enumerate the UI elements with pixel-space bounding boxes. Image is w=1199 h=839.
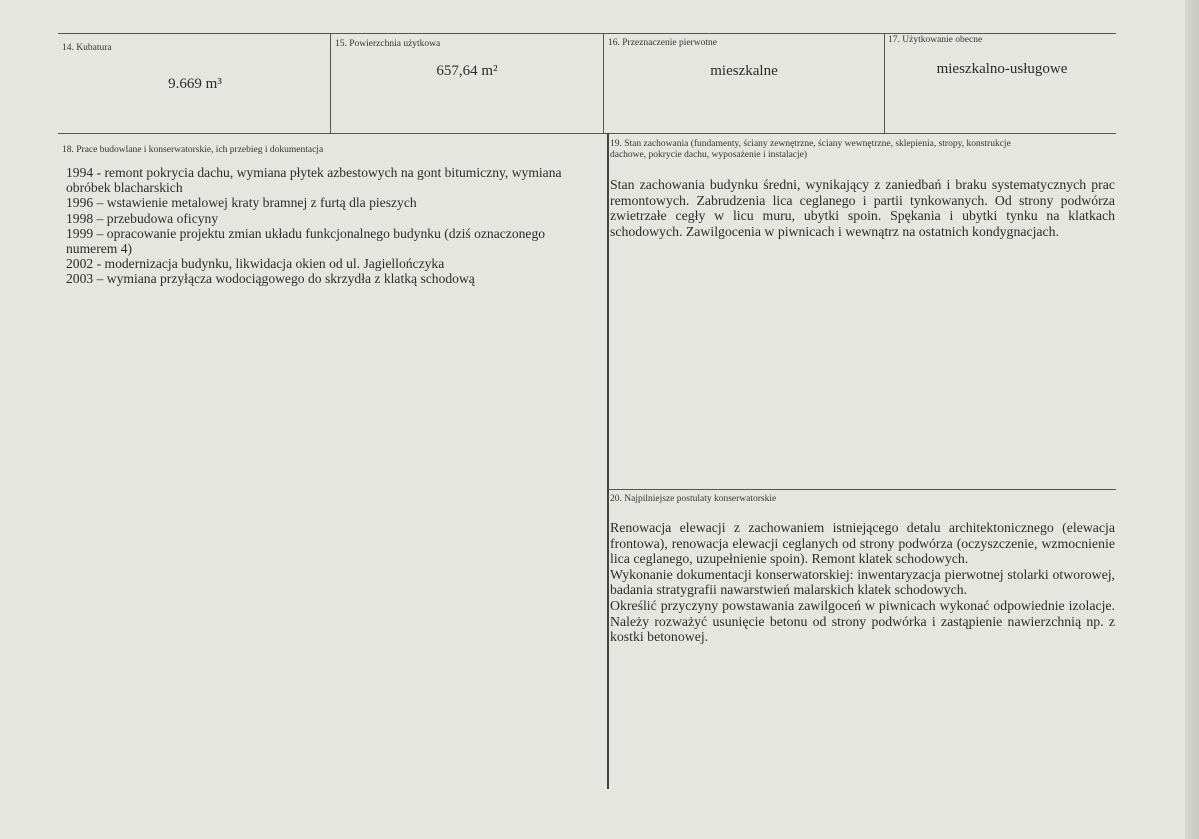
work-line: 2003 – wymiana przyłącza wodociągowego do skrzydła z klatką schodową (66, 271, 475, 287)
work-line: obróbek blacharskich (66, 180, 183, 196)
work-line: 2002 - modernizacja budynku, likwidacja okien od ul. Jagiellończyka (66, 256, 445, 272)
uzytkowanie-value: mieszkalno-usługowe (936, 61, 1068, 77)
kubatura-label: 14. Kubatura (62, 43, 112, 53)
section-19-label (610, 139, 1110, 161)
przeznaczenie-label: 16. Przeznaczenie pierwotne (608, 38, 717, 48)
work-line: 1998 – przebudowa oficyny (66, 210, 219, 226)
section-20-text (610, 520, 1115, 645)
col-divider-3 (884, 33, 885, 133)
top-border (58, 33, 1116, 34)
work-line: 1999 – opracowanie projektu zmian układu funkcjonalnego budynku (dziś oznaczonego (66, 225, 546, 241)
work-line: 1996 – wstawienie metalowej kraty bramnej z furtą dla pieszych (66, 195, 417, 211)
main-divider (607, 133, 609, 789)
work-line: 1994 - remont pokrycia dachu, wymiana płytek azbestowych na gont bitumiczny, wymiana (66, 165, 562, 180)
section-19-label-line: 19. Stan zachowania (fundamenty, ściany zewnętrzne, ściany wewnętrzne, sklepienia, stropy, konstrukcje (610, 139, 1011, 149)
section-19-text: Stan zachowania budynku średni, wynikający z zaniedbań i braku systematycznych prac remontowych. Zabrudzenia lica ceglanego i partii tynkowanych. Od strony podwórza zwietrzałe cegły w licu muru, ubytki spoin. Spękania i ubytki tynku na klatkach schodowych. Zawilgocenia w piwnicach i wewnątrz na ostatnich kondygnacjach. (610, 177, 1115, 239)
section-18-label: 18. Prace budowlane i konserwatorskie, ich przebieg i dokumentacja (62, 145, 324, 155)
row-divider (58, 133, 1116, 134)
uzytkowanie-label: 17. Użytkowanie obecne (888, 35, 983, 45)
postulate-paragraph: Określić przyczyny powstawania zawilgoceń w piwnicach wykonać odpowiednie izolacje. Należy rozważyć usunięcie betonu od strony podwórka i zastąpienie nawierzchnią np. z kostki betonowej. (610, 597, 1115, 645)
section-20-label: 20. Najpilniejsze postulaty konserwatorskie (610, 494, 777, 504)
postulate-paragraph: Wykonanie dokumentacji konserwatorskiej: inwentaryzacja pierwotnej stolarki otworowej, badania stratygrafii nawarstwień malarskich klatek schodowych. (610, 566, 1115, 598)
kubatura-value: 9.669 m³ (168, 76, 222, 92)
work-line: numerem 4) (66, 241, 133, 257)
section-19-label-line: dachowe, pokrycie dachu, wyposażenie i instalacje) (610, 150, 808, 160)
section-18-text (66, 165, 596, 287)
postulate-paragraph: Renowacja elewacji z zachowaniem istniejącego detalu architektonicznego (elewacja frontowa), renowacja elewacji ceglanych od strony podwórza (oczyszczenie, wzmocnienie lica ceglanego, uzupełnienie spoin). Remont klatek schodowych. (610, 520, 1115, 567)
powierzchnia-value: 657,64 m² (436, 63, 498, 79)
col-divider-1 (330, 33, 331, 133)
section-20-divider (608, 489, 1116, 490)
przeznaczenie-value: mieszkalne (710, 63, 778, 79)
powierzchnia-label: 15. Powierzchnia użytkowa (335, 39, 441, 49)
col-divider-2 (603, 33, 604, 133)
scan-edge (1185, 0, 1199, 839)
